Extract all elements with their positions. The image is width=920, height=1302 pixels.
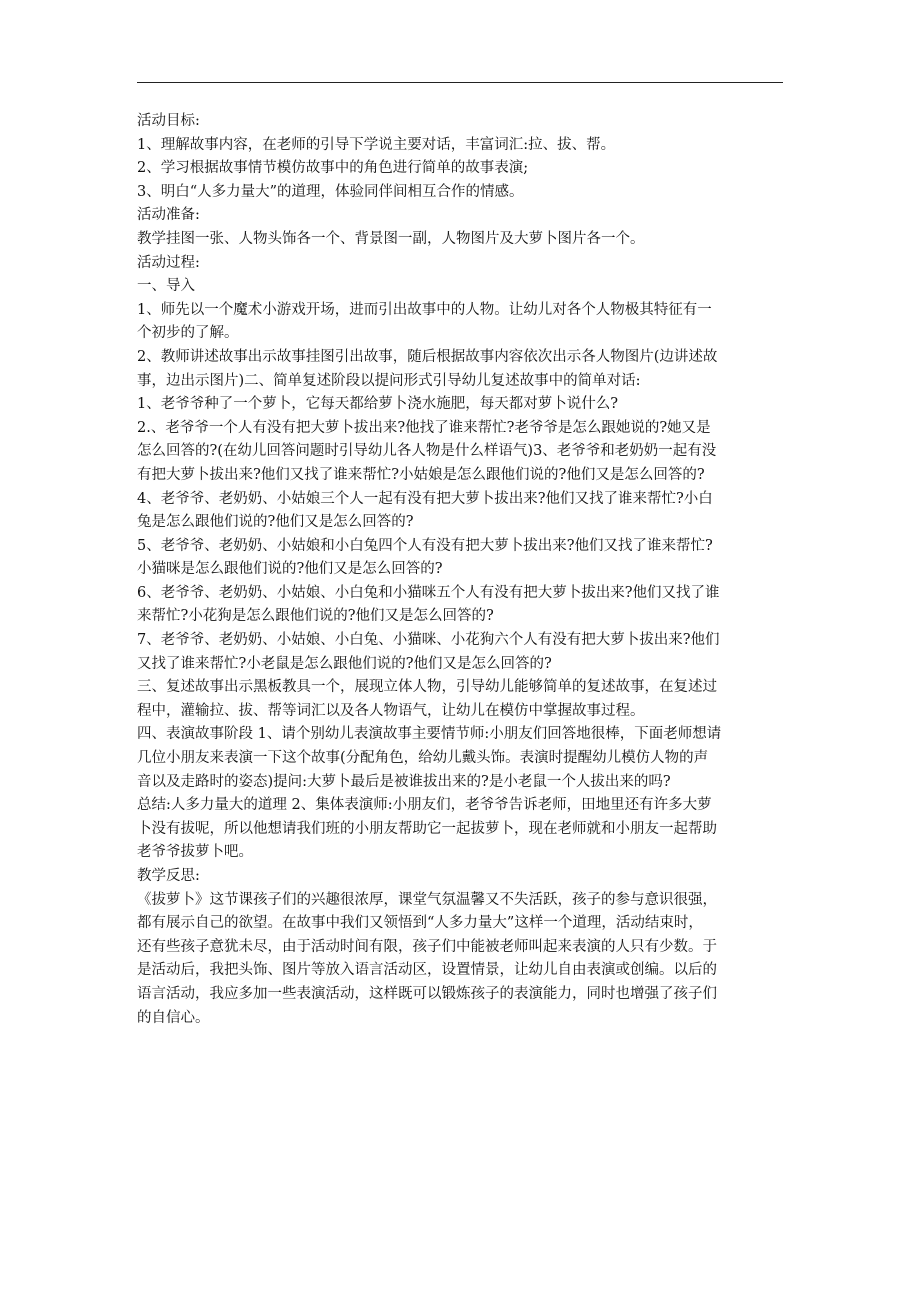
text-line: 个初步的了解。: [137, 325, 239, 342]
text-line: 都有展示自己的欲望。在故事中我们又领悟到“人多力量大”这样一个道理，活动结束时，: [137, 915, 703, 932]
text-line: 6、老爷爷、老奶奶、小姑娘、小白兔和小猫咪五个人有没有把大萝卜拔出来?他们又找了谁: [137, 584, 720, 601]
text-line: 2、教师讲述故事出示故事挂图引出故事，随后根据故事内容依次出示各人物图片(边讲述故: [137, 348, 718, 365]
text-line: 《拔萝卜》这节课孩子们的兴趣很浓厚，课堂气氛温馨又不失活跃，孩子的参与意识很强，: [137, 891, 717, 908]
text-line: 活动准备:: [137, 207, 200, 224]
text-line: 语言活动，我应多加一些表演活动，这样既可以锻炼孩子的表演能力，同时也增强了孩子们: [137, 985, 717, 1002]
text-line: 一、导入: [137, 278, 195, 295]
text-line: 教学挂图一张、人物头饰各一个、背景图一副，人物图片及大萝卜图片各一个。: [137, 230, 645, 247]
text-line: 5、老爷爷、老奶奶、小姑娘和小白兔四个人有没有把大萝卜拔出来?他们又找了谁来帮忙?: [137, 537, 713, 554]
text-line: 1、理解故事内容，在老师的引导下学说主要对话，丰富词汇:拉、拔、帮。: [137, 136, 616, 153]
text-line: 兔是怎么跟他们说的?他们又是怎么回答的?: [137, 514, 414, 531]
text-line: 音以及走路时的姿态)提问:大萝卜最后是被谁拔出来的?是小老鼠一个人拔出来的吗?: [137, 773, 671, 790]
text-line: 有把大萝卜拔出来?他们又找了谁来帮忙?小姑娘是怎么跟他们说的?他们又是怎么回答的?: [137, 466, 705, 483]
text-line: 怎么回答的?(在幼儿回答问题时引导幼儿各人物是什么样语气)3、老爷爷和老奶奶一起有没: [137, 443, 717, 460]
text-line: 程中，灌输拉、拔、帮等词汇以及各人物语气，让幼儿在模仿中掌握故事过程。: [137, 702, 645, 719]
text-line: 活动过程:: [137, 254, 200, 271]
text-line: 是活动后，我把头饰、图片等放入语言活动区，设置情景，让幼儿自由表演或创编。以后的: [137, 962, 717, 979]
text-line: 事，边出示图片)二、简单复述阶段以提问形式引导幼儿复述故事中的简单对话:: [137, 372, 641, 389]
document-body: [137, 110, 787, 1030]
text-line: 4、老爷爷、老奶奶、小姑娘三个人一起有没有把大萝卜拔出来?他们又找了谁来帮忙?小白: [137, 490, 713, 507]
text-line: 7、老爷爷、老奶奶、小姑娘、小白兔、小猫咪、小花狗六个人有没有把大萝卜拔出来?他们: [137, 632, 720, 649]
text-line: 四、表演故事阶段 1、请个别幼儿表演故事主要情节师:小朋友们回答地很棒，下面老师想请: [137, 726, 722, 743]
text-line: 卜没有拔呢，所以他想请我们班的小朋友帮助它一起拔萝卜，现在老师就和小朋友一起帮助: [137, 820, 717, 837]
text-line: 3、明白“人多力量大”的道理，体验同伴间相互合作的情感。: [137, 183, 524, 200]
text-line: 2.、老爷爷一个人有没有把大萝卜拔出来?他找了谁来帮忙?老爷爷是怎么跟她说的?她又是: [137, 419, 711, 436]
text-line: 几位小朋友来表演一下这个故事(分配角色，给幼儿戴头饰。表演时提醒幼儿模仿人物的声: [137, 750, 709, 767]
text-line: 的自信心。: [137, 1009, 210, 1026]
text-line: 1、老爷爷种了一个萝卜，它每天都给萝卜浇水施肥，每天都对萝卜说什么?: [137, 396, 618, 413]
text-line: 来帮忙?小花狗是怎么跟他们说的?他们又是怎么回答的?: [137, 608, 494, 625]
text-line: 活动目标:: [137, 113, 200, 129]
text-line: 老爷爷拔萝卜吧。: [137, 844, 253, 861]
text-line: 还有些孩子意犹未尽，由于活动时间有限，孩子们中能被老师叫起来表演的人只有少数。于: [137, 938, 717, 955]
text-line: 1、师先以一个魔术小游戏开场，进而引出故事中的人物。让幼儿对各个人物极其特征有一: [137, 301, 712, 318]
header-rule: [137, 82, 783, 83]
text-line: 总结:人多力量大的道理 2、集体表演师:小朋友们，老爷爷告诉老师，田地里还有许多大萝: [137, 797, 712, 814]
text-line: 2、学习根据故事情节模仿故事中的角色进行简单的故事表演;: [137, 160, 529, 177]
text-line: 教学反思:: [137, 868, 200, 884]
text-line: 又找了谁来帮忙?小老鼠是怎么跟他们说的?他们又是怎么回答的?: [137, 655, 552, 672]
text-line: 小猫咪是怎么跟他们说的?他们又是怎么回答的?: [137, 561, 443, 578]
text-line: 三、复述故事出示黑板教具一个，展现立体人物，引导幼儿能够简单的复述故事，在复述过: [137, 679, 717, 696]
